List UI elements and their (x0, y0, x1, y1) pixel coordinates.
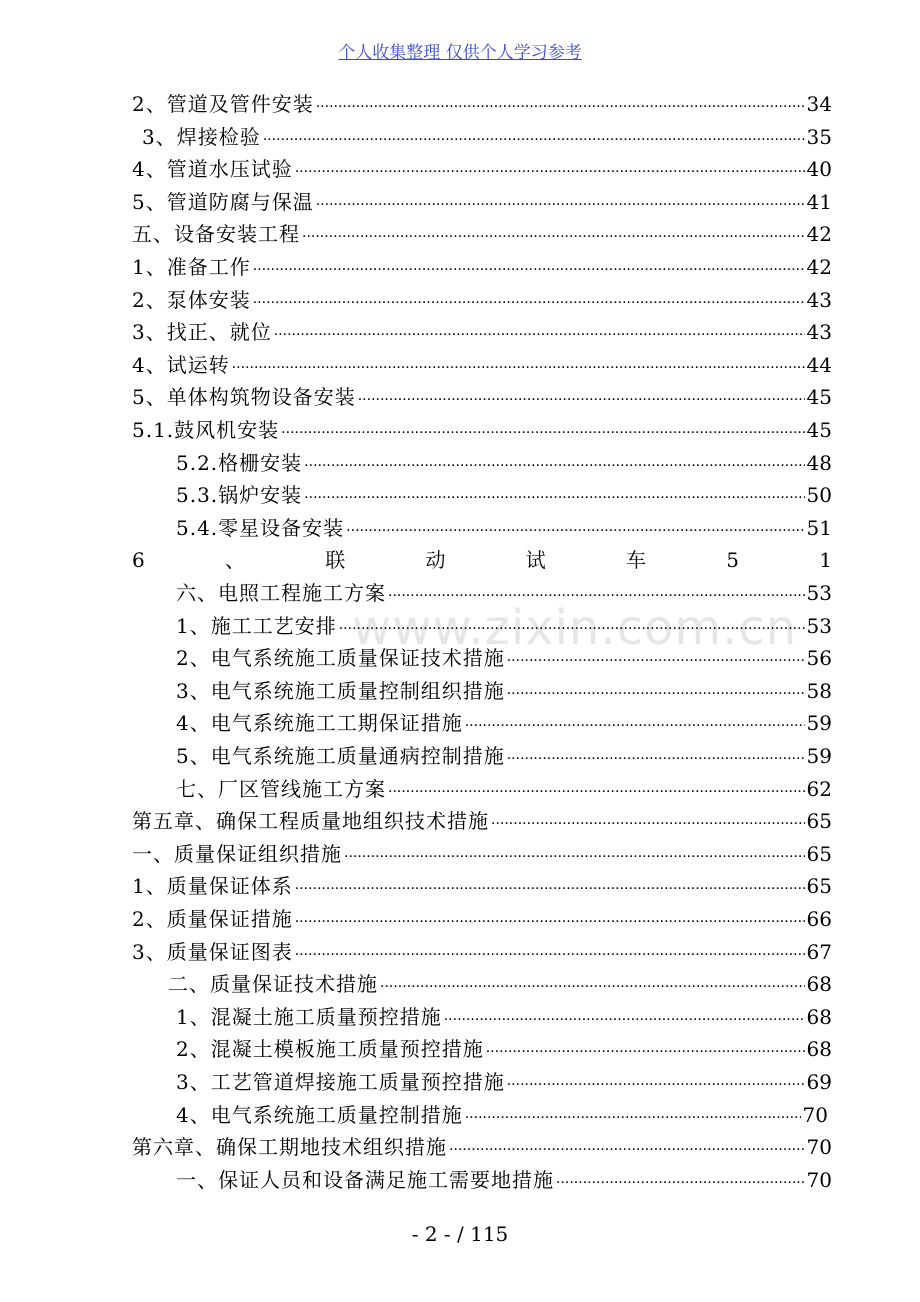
toc-row (0, 479, 920, 511)
toc-leader-dots (253, 284, 805, 319)
toc-page-number: 56 (806, 646, 832, 671)
toc-entry[interactable] (132, 805, 832, 837)
toc-entry-label: 4、管道水压试验 (132, 157, 293, 182)
toc-entry[interactable] (132, 284, 832, 316)
toc-entry-label: 5.2.格栅安装 (176, 450, 303, 475)
toc-entry[interactable] (132, 186, 832, 218)
toc-entry[interactable] (176, 610, 832, 642)
toc-row (0, 447, 920, 479)
toc-leader-dots (339, 610, 805, 645)
toc-leader-dots (465, 707, 805, 742)
toc-row (0, 414, 920, 446)
toc-page-number: 59 (806, 711, 832, 736)
toc-entry-label: 2、电气系统施工质量保证技术措施 (176, 646, 505, 671)
toc-entry[interactable] (176, 577, 832, 609)
toc-entry-label: 1、准备工作 (132, 255, 251, 279)
toc-entry-label: 3、电气系统施工质量控制组织措施 (176, 678, 505, 703)
toc-leader-dots (295, 936, 805, 971)
toc-entry-label: 5、管道防腐与保温 (132, 189, 314, 214)
toc-page-number: 45 (806, 418, 832, 442)
toc-entry-label: 5.3.锅炉安装 (176, 483, 303, 508)
toc-row (0, 284, 920, 316)
toc-entry[interactable] (176, 447, 832, 479)
toc-leader-dots (507, 642, 805, 677)
toc-entry-label: 5、单体构筑物设备安装 (132, 385, 356, 410)
toc-leader-dots (295, 153, 805, 188)
toc-leader-dots (302, 218, 805, 253)
toc-entry[interactable] (132, 381, 832, 413)
toc-entry-label: 4、电气系统施工工期保证措施 (176, 711, 463, 736)
toc-page-number: 65 (806, 809, 832, 834)
toc-page-number: 67 (806, 939, 832, 964)
toc-page-number: 34 (806, 92, 832, 116)
toc-leader-dots (253, 251, 805, 286)
toc-spread-char: 联 (325, 548, 346, 573)
toc-page-number: 40 (806, 157, 832, 182)
toc-entry-label: 1、施工工艺安排 (176, 613, 337, 638)
toc-row (0, 577, 920, 609)
toc-leader-dots (556, 1164, 805, 1199)
toc-leader-dots (346, 512, 804, 547)
toc-page-number: 70 (806, 1167, 832, 1192)
toc-entry-label: 二、质量保证技术措施 (168, 972, 378, 997)
toc-page-number: 69 (806, 1070, 832, 1094)
toc-entry[interactable] (132, 870, 832, 902)
toc-leader-dots (295, 870, 805, 905)
toc-leader-dots (358, 381, 805, 416)
toc-page-number: 68 (806, 1004, 832, 1029)
toc-entry[interactable] (176, 1001, 832, 1033)
toc-entry-label: 七、厂区管线施工方案 (176, 776, 386, 801)
toc-entry-label: 5.1.鼓风机安装 (132, 418, 280, 442)
toc-entry[interactable] (176, 1164, 832, 1196)
toc-entry[interactable] (176, 773, 832, 805)
toc-row (0, 512, 920, 544)
toc-page-number: 58 (806, 678, 832, 703)
toc-row (0, 838, 920, 870)
toc-entry-label: 1、质量保证体系 (132, 874, 293, 899)
toc-leader-dots (295, 903, 805, 938)
toc-entry-label: 3、焊接检验 (142, 124, 261, 149)
toc-page-number: 41 (806, 189, 832, 214)
toc-entry[interactable] (132, 316, 832, 348)
toc-leader-dots (304, 479, 804, 514)
toc-entry[interactable] (176, 479, 832, 511)
toc-leader-dots (263, 121, 805, 156)
toc-entry-label: 3、质量保证图表 (132, 939, 293, 964)
toc-spread-char: 、 (224, 548, 245, 573)
toc-row (0, 316, 920, 348)
toc-entry[interactable] (168, 968, 832, 1000)
toc-leader-dots (232, 349, 805, 384)
toc-entry-label: 一、质量保证组织措施 (132, 841, 342, 866)
toc-spread-char: 6 (132, 548, 145, 573)
toc-row (0, 349, 920, 381)
toc-page-number: 53 (806, 581, 832, 605)
toc-page-number: 68 (806, 972, 832, 997)
toc-entry-label: 六、电照工程施工方案 (176, 581, 386, 605)
toc-entry[interactable] (132, 936, 832, 968)
toc-entry[interactable] (132, 838, 832, 870)
toc-leader-dots (274, 316, 805, 351)
toc-page-number: 44 (806, 352, 832, 377)
toc-spread-char: 1 (819, 548, 832, 573)
toc-entry[interactable] (132, 903, 832, 935)
toc-row (0, 1033, 920, 1065)
toc-row (0, 1099, 920, 1131)
toc-spread-char: 动 (425, 548, 446, 573)
toc-entry-label: 4、电气系统施工质量控制措施 (176, 1102, 463, 1127)
toc-leader-dots (507, 675, 805, 710)
toc-leader-dots (465, 1099, 801, 1134)
toc-entry-label: 第五章、确保工程质量地组织技术措施 (132, 809, 489, 834)
toc-page-number: 62 (806, 776, 832, 801)
toc-entry-label: 2、管道及管件安装 (132, 92, 314, 116)
toc-spread-char: 车 (625, 548, 646, 573)
toc-entry-label: 3、工艺管道焊接施工质量预控措施 (176, 1070, 505, 1094)
toc-row (0, 642, 920, 674)
toc-page-number: 66 (806, 907, 832, 931)
toc-row (0, 773, 920, 805)
toc-spread-char: 5 (726, 548, 739, 573)
toc-entry[interactable] (176, 642, 832, 674)
toc-row (0, 675, 920, 707)
toc-leader-dots (316, 88, 805, 123)
toc-entry[interactable] (132, 88, 832, 120)
toc-leader-dots (388, 577, 805, 612)
watermark: www.zixin.com.cn (352, 600, 798, 656)
toc-row (0, 870, 920, 902)
toc-entry-label: 5.4.零星设备安装 (176, 515, 345, 540)
toc-page-number: 42 (806, 222, 832, 247)
toc-entry[interactable] (142, 121, 832, 153)
toc-row (0, 218, 920, 250)
toc-entry[interactable] (176, 1033, 832, 1065)
toc-row (0, 805, 920, 837)
toc-row (0, 610, 920, 642)
toc-leader-dots (507, 1066, 805, 1101)
toc-leader-dots (486, 1033, 805, 1068)
toc-row (0, 1001, 920, 1033)
toc-entry[interactable] (176, 740, 832, 772)
toc-entry-label: 1、混凝土施工质量预控措施 (176, 1004, 442, 1029)
toc-entry-label: 5、电气系统施工质量通病控制措施 (176, 744, 505, 768)
toc-entry-label: 3、找正、就位 (132, 320, 272, 345)
toc-entry[interactable] (132, 1131, 832, 1163)
toc-entry-label: 第六章、确保工期地技术组织措施 (132, 1135, 447, 1160)
toc-entry-label: 2、泵体安装 (132, 287, 251, 312)
toc-row (0, 153, 920, 185)
toc-row (0, 1066, 920, 1098)
toc-row (0, 936, 920, 968)
toc-page-number: 53 (806, 613, 832, 638)
toc-row (0, 88, 920, 120)
toc-row (0, 1164, 920, 1196)
toc-entry-label: 4、试运转 (132, 352, 230, 377)
toc-entry[interactable] (176, 1066, 832, 1098)
toc-entry[interactable] (132, 349, 832, 381)
toc-entry[interactable] (132, 153, 832, 185)
toc-page-number: 59 (806, 744, 832, 768)
toc-leader-dots (304, 447, 804, 482)
toc-leader-dots (491, 805, 805, 840)
toc-entry-label: 2、质量保证措施 (132, 907, 293, 931)
toc-entry-label: 五、设备安装工程 (132, 222, 300, 247)
toc-page-number: 70 (802, 1102, 828, 1127)
toc-row (0, 903, 920, 935)
toc-entry[interactable] (176, 1099, 828, 1131)
toc-row (0, 251, 920, 283)
toc-page-number: 48 (806, 450, 832, 475)
toc-leader-dots (388, 773, 805, 808)
toc-row (0, 121, 920, 153)
toc-row (0, 1131, 920, 1163)
toc-row (0, 544, 920, 576)
toc-entry[interactable] (132, 251, 832, 283)
toc-page-number: 65 (806, 874, 832, 899)
toc-leader-dots (380, 968, 805, 1003)
toc-page-number: 65 (806, 841, 832, 866)
toc-page-number: 43 (806, 287, 832, 312)
toc-page-number: 70 (806, 1135, 832, 1160)
toc-entry-label: 一、保证人员和设备满足施工需要地措施 (176, 1167, 554, 1192)
toc-entry[interactable] (176, 675, 832, 707)
toc-page-number: 45 (806, 385, 832, 410)
toc-row (0, 968, 920, 1000)
toc-entry[interactable] (132, 414, 832, 446)
toc-leader-dots (444, 1001, 805, 1036)
toc-page-number: 43 (806, 320, 832, 345)
toc-leader-dots (281, 414, 804, 449)
toc-leader-dots (316, 186, 805, 221)
toc-page-number: 68 (806, 1037, 832, 1062)
toc-entry-label: 2、混凝土模板施工质量预控措施 (176, 1037, 484, 1062)
toc-page-number: 42 (806, 255, 832, 279)
toc-row (0, 381, 920, 413)
toc-row (0, 707, 920, 739)
toc-entry[interactable] (176, 707, 832, 739)
toc-page-number: 35 (806, 124, 832, 149)
toc-page-number: 50 (806, 483, 832, 508)
toc-row (0, 740, 920, 772)
toc-leader-dots (507, 740, 805, 775)
toc-row (0, 186, 920, 218)
toc-spread-char: 试 (525, 548, 546, 573)
toc-leader-dots (344, 838, 805, 873)
toc-entry[interactable] (132, 218, 832, 250)
page-header: 个人收集整理 仅供个人学习参考 (338, 43, 582, 63)
toc-entry[interactable] (176, 512, 832, 544)
toc-spread-line (132, 544, 832, 576)
page-footer: - 2 - / 115 (411, 1222, 509, 1246)
toc-leader-dots (449, 1131, 805, 1166)
toc-page-number: 51 (806, 515, 832, 540)
